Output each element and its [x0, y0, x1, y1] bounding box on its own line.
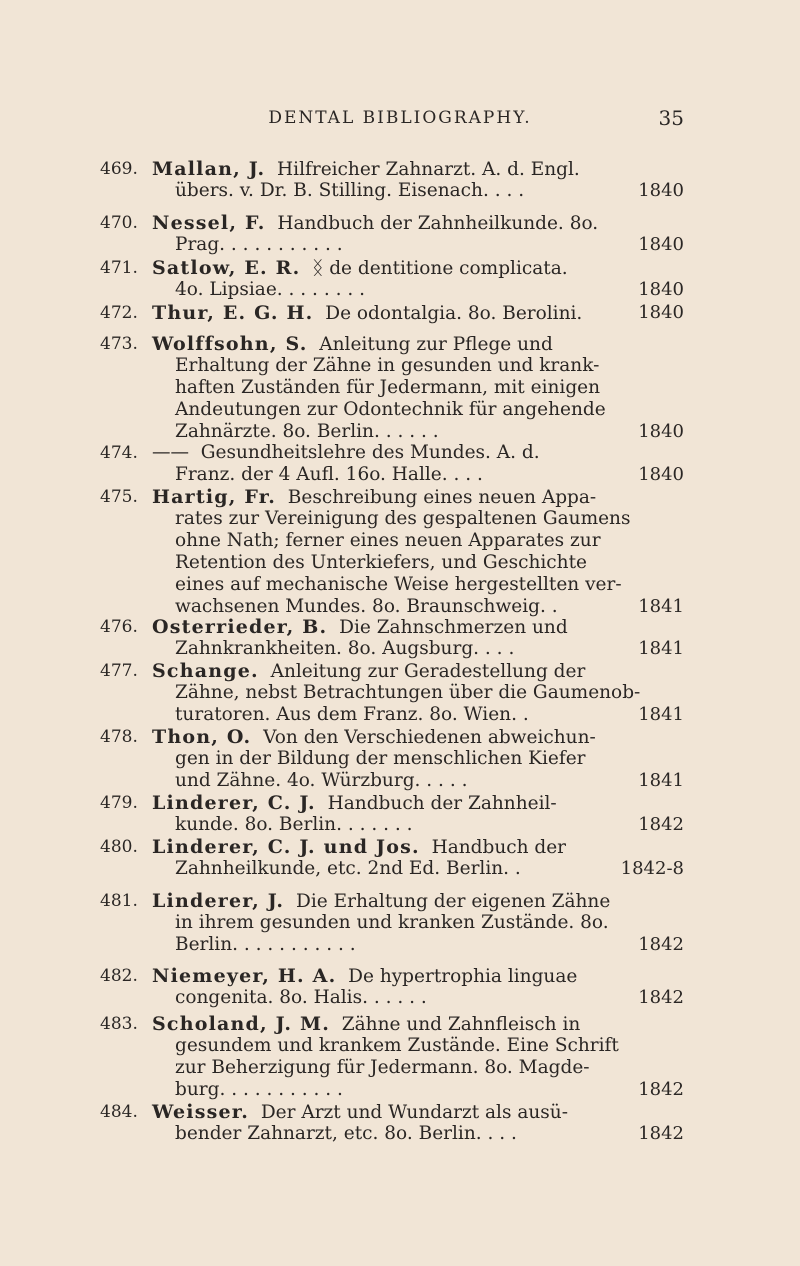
entry-472: [100, 302, 700, 324]
entry-author: Weisser.: [152, 1101, 250, 1123]
entry-title: Anleitung zur Geradestellung der: [270, 661, 586, 682]
entry-year: 1842: [638, 987, 684, 1008]
entry-number: 481.: [100, 891, 138, 911]
entry-year: 1842: [638, 1123, 684, 1144]
entry-title: Anleitung zur Pflege und: [319, 334, 553, 355]
entry-year: 1840: [638, 234, 684, 255]
entry-year: 1842: [638, 934, 684, 955]
entry-number: 474.: [100, 443, 138, 463]
entry-text: Andeutungen zur Odontechnik für angehende: [175, 399, 606, 420]
entry-number: 471.: [100, 258, 138, 278]
entry-title: Die Zahnschmerzen und: [339, 617, 568, 638]
entry-number: 470.: [100, 213, 138, 233]
entry-470: [100, 212, 700, 256]
running-header: DENTAL BIBLIOGRAPHY.: [268, 108, 532, 128]
entry-number: 473.: [100, 334, 138, 354]
entry-text: turatoren. Aus dem Franz. 8o. Wien. .: [175, 704, 529, 725]
entry-text: Zahnkrankheiten. 8o. Augsburg. . . .: [175, 638, 515, 659]
entry-473: [100, 333, 700, 443]
entry-text: Prag. . . . . . . . . . .: [175, 234, 343, 255]
entry-text: 4o. Lipsiae. . . . . . . .: [175, 279, 365, 300]
entry-480: [100, 836, 700, 880]
entry-title: ᛝ de dentitione complicata.: [312, 258, 568, 279]
entry-title: Gesundheitslehre des Mundes. A. d.: [200, 442, 540, 463]
entry-year: 1842: [638, 1079, 684, 1100]
entry-text: Zahnärzte. 8o. Berlin. . . . . .: [175, 421, 439, 442]
entry-year: 1840: [638, 421, 684, 442]
entry-471: [100, 257, 700, 301]
entry-title: Von den Verschiedenen abweichun-: [263, 727, 596, 748]
entry-number: 469.: [100, 159, 138, 179]
entry-text: haften Zuständen für Jedermann, mit einigen: [175, 377, 601, 398]
entry-author: Thon, O.: [152, 726, 252, 748]
entry-title: Handbuch der Zahnheilkunde. 8o.: [277, 213, 599, 234]
entry-year: 1840: [638, 302, 684, 323]
entry-year: 1841: [638, 704, 684, 725]
entry-text: Franz. der 4 Aufl. 16o. Halle. . . .: [175, 464, 483, 485]
entry-author: Linderer, C. J. und Jos.: [152, 836, 420, 858]
entry-title: De odontalgia. 8o. Berolini.: [325, 303, 583, 324]
entry-year: 1840: [638, 279, 684, 300]
entry-number: 480.: [100, 837, 138, 857]
entry-481: [100, 890, 700, 956]
entry-475: [100, 486, 700, 618]
entry-author: Linderer, J.: [152, 890, 285, 912]
entry-author: Wolffsohn, S.: [152, 333, 308, 355]
entry-text: rates zur Vereinigung des gespaltenen Gaumens: [175, 508, 631, 529]
entry-text: Berlin. . . . . . . . . . .: [175, 934, 356, 955]
entry-author: ——: [152, 442, 189, 463]
entry-484: [100, 1101, 700, 1145]
entry-number: 472.: [100, 303, 138, 323]
entry-number: 482.: [100, 966, 138, 986]
entry-text: eines auf mechanische Weise hergestellten ver-: [175, 574, 622, 595]
entry-477: [100, 660, 700, 726]
entry-text: Zähne, nebst Betrachtungen über die Gaumenob-: [175, 682, 641, 703]
entry-author: Thur, E. G. H.: [152, 302, 314, 324]
entry-year: 1842-8: [620, 858, 684, 879]
entry-author: Scholand, J. M.: [152, 1013, 331, 1035]
entry-number: 483.: [100, 1014, 138, 1034]
entry-text: Erhaltung der Zähne in gesunden und krank-: [175, 355, 600, 376]
entry-483: [100, 1013, 700, 1101]
entry-title: Der Arzt und Wundarzt als ausü-: [260, 1102, 568, 1123]
entry-number: 479.: [100, 793, 138, 813]
entry-title: Beschreibung eines neuen Appa-: [287, 487, 597, 508]
entry-year: 1841: [638, 596, 684, 617]
entry-title: De hypertrophia linguae: [348, 966, 578, 987]
entry-number: 478.: [100, 727, 138, 747]
entry-text: zur Beherzigung für Jedermann. 8o. Magde-: [175, 1057, 590, 1078]
entry-year: 1842: [638, 814, 684, 835]
entry-478: [100, 726, 700, 792]
entry-author: Osterrieder, B.: [152, 616, 328, 638]
entry-469: [100, 158, 700, 202]
entry-number: 476.: [100, 617, 138, 637]
entry-title: Handbuch der Zahnheil-: [327, 793, 557, 814]
entry-title: Die Erhaltung der eigenen Zähne: [296, 891, 611, 912]
entry-author: Hartig, Fr.: [152, 486, 277, 508]
entry-text: congenita. 8o. Halis. . . . . .: [175, 987, 427, 1008]
entry-text: Zahnheilkunde, etc. 2nd Ed. Berlin. .: [175, 858, 521, 879]
entry-number: 484.: [100, 1102, 138, 1122]
entry-year: 1841: [638, 770, 684, 791]
entry-text: gen in der Bildung der menschlichen Kiefer: [175, 748, 586, 769]
entry-text: burg. . . . . . . . . . .: [175, 1079, 343, 1100]
entry-476: [100, 616, 700, 660]
page-number: 35: [658, 106, 684, 130]
entry-year: 1840: [638, 464, 684, 485]
entry-year: 1840: [638, 180, 684, 201]
entry-text: wachsenen Mundes. 8o. Braunschweig. .: [175, 596, 558, 617]
entry-text: bender Zahnarzt, etc. 8o. Berlin. . . .: [175, 1123, 517, 1144]
entry-text: in ihrem gesunden und kranken Zustände. 8o.: [175, 912, 609, 933]
entry-text: übers. v. Dr. B. Stilling. Eisenach. . . .: [175, 180, 525, 201]
entry-author: Nessel, F.: [152, 212, 266, 234]
entry-479: [100, 792, 700, 836]
entry-number: 475.: [100, 487, 138, 507]
entry-author: Satlow, E. R.: [152, 257, 301, 279]
entry-text: gesundem und krankem Zustände. Eine Schrift: [175, 1035, 619, 1056]
entry-text: Retention des Unterkiefers, und Geschichte: [175, 552, 587, 573]
entry-author: Schange.: [152, 660, 259, 682]
entry-474: [100, 442, 700, 486]
entry-title: Hilfreicher Zahnarzt. A. d. Engl.: [277, 159, 580, 180]
entry-title: Handbuch der: [431, 837, 567, 858]
entry-482: [100, 965, 700, 1009]
entry-author: Linderer, C. J.: [152, 792, 316, 814]
entry-year: 1841: [638, 638, 684, 659]
entry-text: kunde. 8o. Berlin. . . . . . .: [175, 814, 413, 835]
entry-title: Zähne und Zahnfleisch in: [341, 1014, 581, 1035]
entry-author: Mallan, J.: [152, 158, 266, 180]
entry-author: Niemeyer, H. A.: [152, 965, 337, 987]
entry-number: 477.: [100, 661, 138, 681]
entry-text: und Zähne. 4o. Würzburg. . . . .: [175, 770, 468, 791]
entry-text: ohne Nath; ferner eines neuen Apparates zur: [175, 530, 601, 551]
